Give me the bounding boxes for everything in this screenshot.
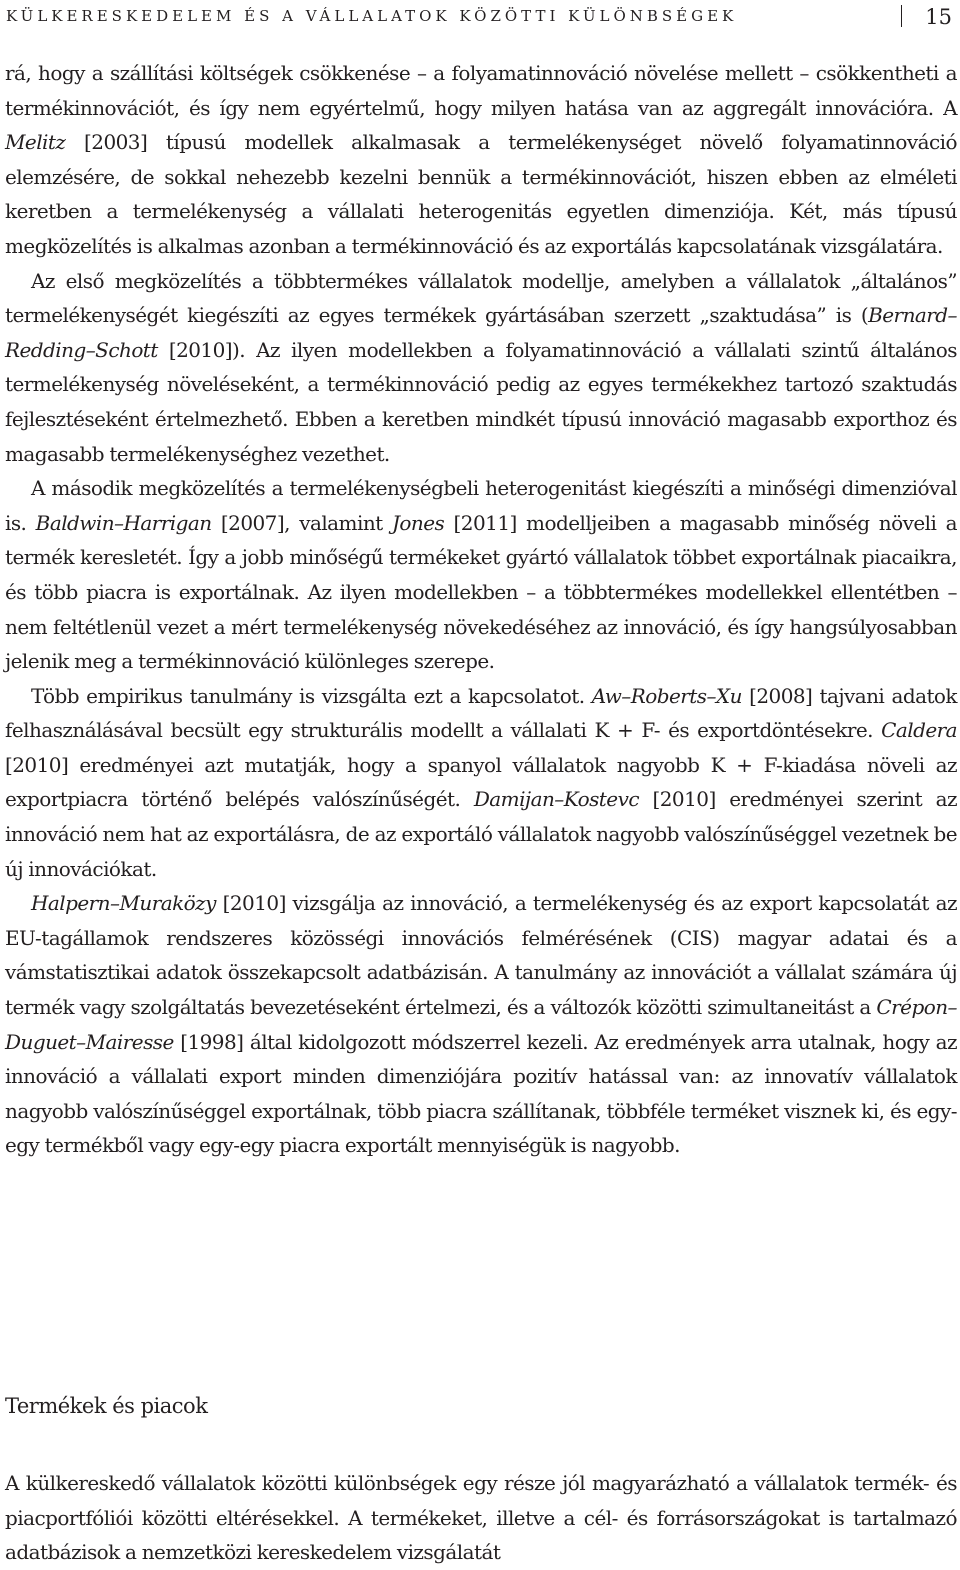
- citation-author: Damijan–Kostevc: [473, 787, 639, 812]
- citation-author: Halpern–Muraközy: [31, 891, 216, 916]
- citation-author: Caldera: [881, 718, 957, 743]
- paragraph-4: [5, 679, 957, 887]
- citation-author: Jones: [391, 510, 445, 535]
- header-divider: [901, 5, 902, 27]
- text-run: [1998] által kidolgozott módszerrel kezeli. Az eredmények arra utalnak, hogy az innováció a vállalati export minden dimenziójára pozitív hatással van: az innovatív vállalatok nagyobb valószínűséggel exportálnak, több piacra szállítanak, többféle terméket visznek ki, és egy-egy termékből vagy egy-egy piacra exportált mennyiségük is nagyobb.: [5, 1029, 957, 1158]
- text-run: [2010]). Az ilyen modellekben a folyamatinnováció a vállalati szintű általános termelékenység növeléseként, a termékinnováció pedig az egyes termékekhez tartozó szaktudás fejlesztéseként értelmezhető. Ebben a keretben mindkét típusú innováció magasabb exporthoz és magasabb termelékenységhez vezethet.: [5, 337, 957, 466]
- citation-author: Aw–Roberts–Xu: [591, 683, 742, 708]
- text-run: rá, hogy a szállítási költségek csökkenése – a folyamatinnováció növelése mellett – csökkentheti a termékinnovációt, és így nem egyértelmű, hogy milyen hatása van az aggregált innovációra. A: [5, 61, 957, 120]
- text-run: Több empirikus tanulmány is vizsgálta ezt a kapcsolatot.: [31, 683, 592, 708]
- text-run: [2010] eredményei szerint az innováció nem hat az exportálásra, de az exportáló vállalatok nagyobb valószínűséggel vezetnek be új innovációkat.: [5, 787, 957, 881]
- text-run: Az első megközelítés a többtermékes vállalatok modellje, amelyben a vállalatok „általános” termelékenységét kiegészíti az egyes termékek gyártásában szerzett „szaktudása” is (: [5, 268, 957, 328]
- text-run: [2003] típusú modellek alkalmasak a termelékenységet növelő folyamatinnováció elemzésére, de sokkal nehezebb kezelni bennük a termékinnovációt, hiszen ebben az elméleti keretben a termelékenység a vállalati heterogenitás egyetlen dimenziója. Két, más típusú megközelítés is alkalmas azonban a termékinnováció és az exportálás kapcsolatának vizsgálatára.: [5, 130, 957, 258]
- paragraph-6: A külkereskedő vállalatok közötti különbségek egy része jól magyarázható a vállalatok termék- és piacportfóliói közötti eltérésekkel. A termékeket, illetve a cél- és forrásországokat is tartalmazó adatbázisok a nemzetközi kereskedelem vizsgálatát: [5, 1471, 957, 1565]
- paragraph-5: [5, 886, 957, 1163]
- citation-author: Baldwin–Harrigan: [35, 510, 212, 535]
- paragraph-1: [5, 56, 957, 264]
- section-body: [5, 1466, 957, 1570]
- citation-author: Bernard–Redding–Schott: [5, 303, 957, 362]
- text-run: [2011] modelljeiben a magasabb minőség növeli a termék keresletét. Így a jobb minőségű termékeket gyártó vállalatok többet exportálnak piacaikra, és több piacra is exportálnak. Az ilyen modellekben – a többtermékes modellekkel ellentétben – nem feltétlenül vezet a mért termelékenység növekedéséhez az innováció, és így hangsúlyosabban jelenik meg a termékinnováció különleges szerepe.: [5, 510, 957, 674]
- paragraph-2: [5, 264, 957, 472]
- text-run: [2007], valamint: [211, 510, 392, 535]
- text-run: [2008] tajvani adatok felhasználásával becsült egy strukturális modellt a vállalati K + F- és exportdöntésekre.: [5, 683, 957, 743]
- text-run: [2010] vizsgálja az innováció, a termelékenység és az export kapcsolatát az EU-tagállamok rendszeres közösségi innovációs felmérésének (CIS) magyar adatai és a vámstatisztikai adatok összekapcsolt adatbázisán. A tanulmány az innovációt a vállalat számára új termék vagy szolgáltatás bevezetéseként értelmezi, és a változók közötti szimultaneitást a: [5, 891, 957, 1020]
- running-title: KÜLKERESKEDELEM ÉS A VÁLLALATOK KÖZÖTTI KÜLÖNBSÉGEK: [6, 7, 738, 25]
- body-text: [5, 56, 957, 1163]
- citation-author: Melitz: [5, 130, 66, 155]
- text-run: [2010] eredményei azt mutatják, hogy a spanyol vállalatok nagyobb K + F-kiadása növeli az exportpiacra történő belépés valószínűségét.: [5, 752, 957, 812]
- running-head: [6, 5, 956, 29]
- paragraph-3: [5, 471, 957, 679]
- citation-author: Crépon–Duguet–Mairesse: [5, 995, 957, 1054]
- text-run: A második megközelítés a termelékenységbeli heterogenitást kiegészíti a minőségi dimenzióval is.: [5, 476, 957, 535]
- page-number: 15: [925, 5, 952, 29]
- section-heading: Termékek és piacok: [5, 1394, 208, 1418]
